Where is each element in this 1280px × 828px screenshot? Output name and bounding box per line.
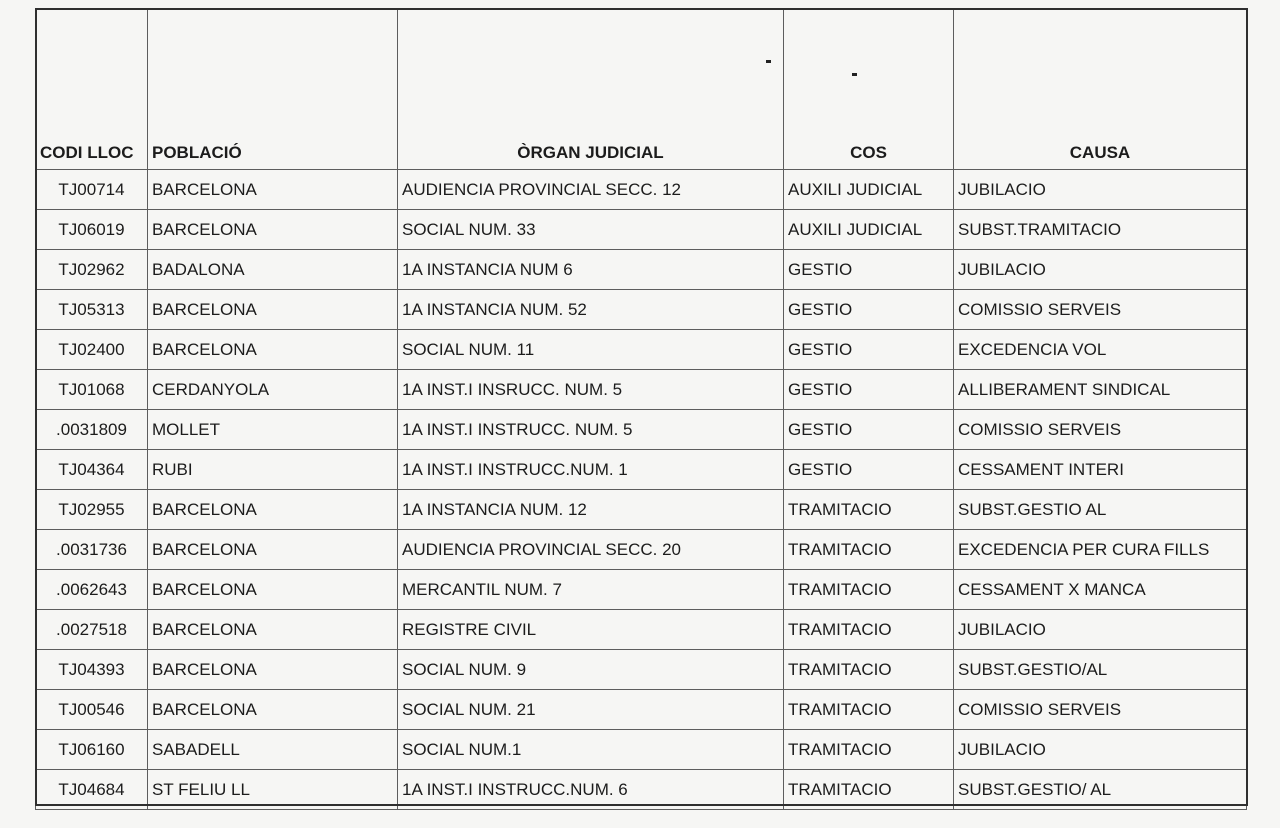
cell-poblacio: BADALONA (148, 250, 398, 290)
cell-organ-judicial: 1A INST.I INSTRUCC.NUM. 1 (398, 450, 784, 490)
cell-cos: TRAMITACIO (784, 530, 954, 570)
cell-causa: COMISSIO SERVEIS (954, 690, 1247, 730)
cell-codi-lloc: .0027518 (36, 610, 148, 650)
table-row (36, 210, 1247, 250)
cell-organ-judicial: 1A INST.I INSTRUCC.NUM. 6 (398, 770, 784, 810)
table-header (36, 9, 1247, 170)
table-row (36, 410, 1247, 450)
cell-cos: GESTIO (784, 370, 954, 410)
cell-poblacio: MOLLET (148, 410, 398, 450)
cell-poblacio: CERDANYOLA (148, 370, 398, 410)
cell-poblacio: RUBI (148, 450, 398, 490)
cell-codi-lloc: TJ04364 (36, 450, 148, 490)
cell-codi-lloc: TJ04393 (36, 650, 148, 690)
cell-cos: GESTIO (784, 450, 954, 490)
cell-organ-judicial: 1A INSTANCIA NUM. 52 (398, 290, 784, 330)
cell-poblacio: BARCELONA (148, 330, 398, 370)
cell-organ-judicial: SOCIAL NUM. 33 (398, 210, 784, 250)
cell-causa: SUBST.GESTIO/AL (954, 650, 1247, 690)
table-row (36, 690, 1247, 730)
vacancies-table (35, 8, 1247, 810)
cell-causa: COMISSIO SERVEIS (954, 290, 1247, 330)
cell-codi-lloc: TJ02962 (36, 250, 148, 290)
cell-organ-judicial: MERCANTIL NUM. 7 (398, 570, 784, 610)
table-row (36, 450, 1247, 490)
cell-organ-judicial: 1A INST.I INSTRUCC. NUM. 5 (398, 410, 784, 450)
cell-codi-lloc: .0062643 (36, 570, 148, 610)
cell-poblacio: ST FELIU LL (148, 770, 398, 810)
cell-causa: JUBILACIO (954, 170, 1247, 210)
cell-codi-lloc: TJ06019 (36, 210, 148, 250)
table-row (36, 370, 1247, 410)
table-row (36, 330, 1247, 370)
table-row (36, 570, 1247, 610)
cell-organ-judicial: 1A INSTANCIA NUM. 12 (398, 490, 784, 530)
cell-causa: SUBST.GESTIO/ AL (954, 770, 1247, 810)
table-row (36, 250, 1247, 290)
cell-cos: TRAMITACIO (784, 610, 954, 650)
cell-cos: TRAMITACIO (784, 490, 954, 530)
cell-organ-judicial: SOCIAL NUM. 9 (398, 650, 784, 690)
table-row (36, 770, 1247, 810)
cell-poblacio: BARCELONA (148, 690, 398, 730)
cell-organ-judicial: SOCIAL NUM.1 (398, 730, 784, 770)
document-table-container (35, 8, 1246, 804)
cell-causa: SUBST.GESTIO AL (954, 490, 1247, 530)
cell-codi-lloc: .0031736 (36, 530, 148, 570)
cell-causa: CESSAMENT INTERI (954, 450, 1247, 490)
cell-organ-judicial: 1A INSTANCIA NUM 6 (398, 250, 784, 290)
cell-cos: GESTIO (784, 290, 954, 330)
cell-cos: TRAMITACIO (784, 730, 954, 770)
cell-poblacio: SABADELL (148, 730, 398, 770)
cell-codi-lloc: TJ04684 (36, 770, 148, 810)
cell-codi-lloc: TJ05313 (36, 290, 148, 330)
cell-cos: TRAMITACIO (784, 570, 954, 610)
cell-poblacio: BARCELONA (148, 530, 398, 570)
header-row (36, 9, 1247, 170)
cell-causa: COMISSIO SERVEIS (954, 410, 1247, 450)
header-poblacio: POBLACIÓ (148, 9, 398, 170)
cell-organ-judicial: AUDIENCIA PROVINCIAL SECC. 12 (398, 170, 784, 210)
header-cos: COS (784, 9, 954, 170)
table-row (36, 530, 1247, 570)
cell-causa: EXCEDENCIA PER CURA FILLS (954, 530, 1247, 570)
header-organ-judicial: ÒRGAN JUDICIAL (398, 9, 784, 170)
cell-causa: JUBILACIO (954, 250, 1247, 290)
cell-causa: ALLIBERAMENT SINDICAL (954, 370, 1247, 410)
cell-organ-judicial: 1A INST.I INSRUCC. NUM. 5 (398, 370, 784, 410)
table-row (36, 290, 1247, 330)
cell-poblacio: BARCELONA (148, 650, 398, 690)
cell-organ-judicial: REGISTRE CIVIL (398, 610, 784, 650)
cell-cos: TRAMITACIO (784, 690, 954, 730)
cell-causa: SUBST.TRAMITACIO (954, 210, 1247, 250)
cell-codi-lloc: TJ00714 (36, 170, 148, 210)
table-body (36, 170, 1247, 810)
cell-cos: AUXILI JUDICIAL (784, 210, 954, 250)
cell-causa: JUBILACIO (954, 730, 1247, 770)
cell-cos: TRAMITACIO (784, 650, 954, 690)
cell-organ-judicial: SOCIAL NUM. 11 (398, 330, 784, 370)
cell-causa: CESSAMENT X MANCA (954, 570, 1247, 610)
cell-poblacio: BARCELONA (148, 210, 398, 250)
cell-codi-lloc: TJ00546 (36, 690, 148, 730)
table-row (36, 610, 1247, 650)
table-row (36, 490, 1247, 530)
cell-codi-lloc: TJ02400 (36, 330, 148, 370)
cell-poblacio: BARCELONA (148, 170, 398, 210)
cell-poblacio: BARCELONA (148, 490, 398, 530)
cell-organ-judicial: AUDIENCIA PROVINCIAL SECC. 20 (398, 530, 784, 570)
cell-codi-lloc: TJ02955 (36, 490, 148, 530)
cell-causa: EXCEDENCIA VOL (954, 330, 1247, 370)
header-codi-lloc: CODI LLOC (36, 9, 148, 170)
cell-cos: TRAMITACIO (784, 770, 954, 810)
cell-cos: GESTIO (784, 330, 954, 370)
cell-codi-lloc: TJ01068 (36, 370, 148, 410)
cell-organ-judicial: SOCIAL NUM. 21 (398, 690, 784, 730)
cell-cos: GESTIO (784, 410, 954, 450)
cell-poblacio: BARCELONA (148, 290, 398, 330)
table-row (36, 170, 1247, 210)
table-row (36, 730, 1247, 770)
cell-codi-lloc: .0031809 (36, 410, 148, 450)
cell-poblacio: BARCELONA (148, 570, 398, 610)
cell-cos: GESTIO (784, 250, 954, 290)
cell-causa: JUBILACIO (954, 610, 1247, 650)
cell-codi-lloc: TJ06160 (36, 730, 148, 770)
cell-cos: AUXILI JUDICIAL (784, 170, 954, 210)
table-row (36, 650, 1247, 690)
cell-poblacio: BARCELONA (148, 610, 398, 650)
header-causa: CAUSA (954, 9, 1247, 170)
